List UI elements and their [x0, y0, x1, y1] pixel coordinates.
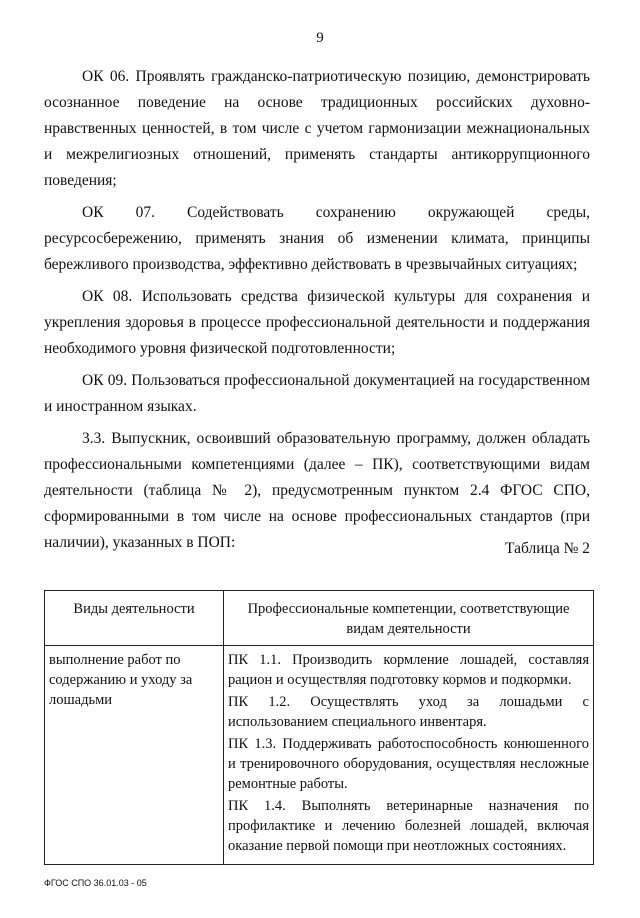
page-number: 9 [316, 30, 324, 46]
paragraph-ok07: ОК 07. Содействовать сохранению окружающей среды, ресурсосбережению, применять знания об изменении климата, принципы бережливого производства, эффективно действовать в чрезвычайных ситуациях; [44, 204, 590, 273]
body-text [44, 64, 590, 562]
paragraph-ok09: ОК 09. Пользоваться профессиональной документацией на государственном и иностранном языках. [44, 372, 590, 415]
table-caption: Таблица № 2 [505, 540, 590, 557]
header-activity-types: Виды деятельности [45, 591, 224, 646]
paragraph-3-3: 3.3. Выпускник, освоивший образовательную программу, должен обладать профессиональными компетенциями (далее – ПК), соответствующими видам деятельности (таблица № 2), предусмотренным пунктом 2.4 ФГОС СПО, сформированными в том числе на основе профессиональных стандартов (при наличии), указанных в ПОП: [44, 430, 590, 551]
activity-cell: выполнение работ по содержанию и уходу за лошадьми [45, 646, 224, 865]
competency-pk-1-1: ПК 1.1. Производить кормление лошадей, составляя рацион и осуществляя подготовку кормов и подкормки. [228, 652, 589, 688]
footer-doc-code: ФГОС СПО 36.01.03 - 05 [44, 878, 147, 888]
table-row [45, 646, 594, 865]
competencies-cell [224, 646, 594, 865]
competencies-table [44, 590, 594, 865]
table-header-row [45, 591, 594, 646]
competency-pk-1-4: ПК 1.4. Выполнять ветеринарные назначения по профилактике и лечению болезней лошадей, включая оказание первой помощи при неотложных состояниях. [228, 798, 589, 854]
competency-pk-1-2: ПК 1.2. Осуществлять уход за лошадьми с использованием специального инвентаря. [228, 694, 589, 730]
header-competencies: Профессиональные компетенции, соответствующие видам деятельности [224, 591, 594, 646]
paragraph-ok06: ОК 06. Проявлять гражданско-патриотическую позицию, демонстрировать осознанное поведение на основе традиционных российских духовно-нравственных ценностей, в том числе с учетом гармонизации межнациональных и межрелигиозных отношений, применять стандарты антикоррупционного поведения; [44, 68, 590, 189]
competency-pk-1-3: ПК 1.3. Поддерживать работоспособность конюшенного и тренировочного оборудования, осуществляя несложные ремонтные работы. [228, 736, 589, 792]
paragraph-ok08: ОК 08. Использовать средства физической культуры для сохранения и укрепления здоровья в процессе профессиональной деятельности и поддержания необходимого уровня физической подготовленности; [44, 288, 590, 357]
